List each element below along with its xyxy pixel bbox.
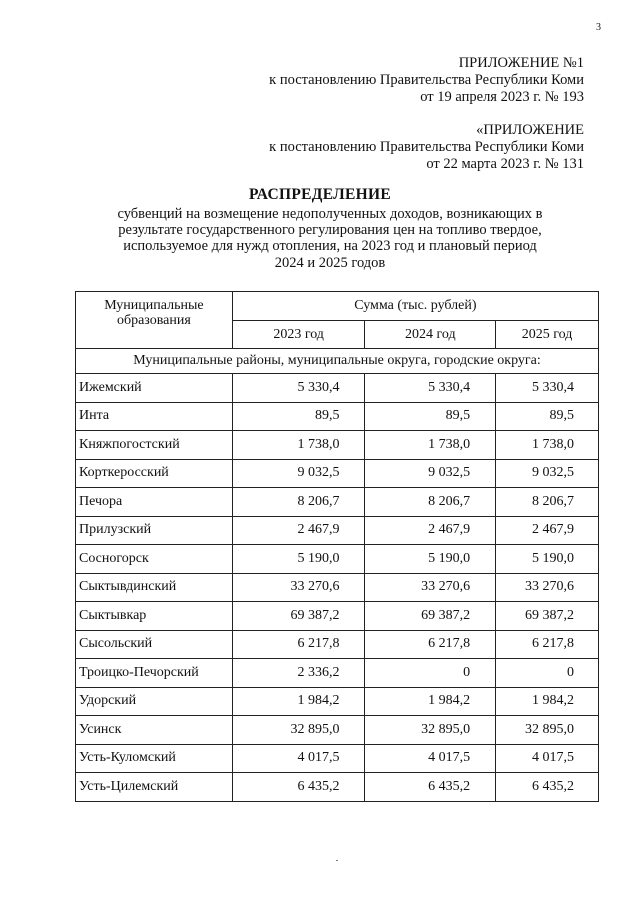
distribution-table	[75, 291, 599, 802]
municipality-name: Сыктывдинский	[76, 573, 233, 602]
value-2023: 6 217,8	[232, 630, 365, 659]
value-2023: 1 984,2	[232, 687, 365, 716]
value-2024: 9 032,5	[365, 459, 496, 488]
value-2025: 5 190,0	[496, 545, 599, 574]
value-2023: 5 190,0	[232, 545, 365, 574]
subtitle-line: используемое для нужд отопления, на 2023 год и плановый период	[123, 238, 537, 255]
value-2025: 89,5	[496, 402, 599, 431]
appendix-1-header	[269, 55, 584, 106]
table-row	[76, 374, 599, 403]
municipality-name: Княжпогостский	[76, 431, 233, 460]
municipality-name: Ижемский	[76, 374, 233, 403]
subtitle-line: субвенций на возмещение недополученных доходов, возникающих в	[117, 206, 543, 222]
value-2024: 5 330,4	[365, 374, 496, 403]
table-row	[76, 431, 599, 460]
value-2024: 4 017,5	[365, 744, 496, 773]
municipality-name: Сыктывкар	[76, 602, 233, 631]
table-row	[76, 716, 599, 745]
municipality-name: Сосногорск	[76, 545, 233, 574]
appendix-2-date: от 22 марта 2023 г. № 131	[426, 156, 584, 172]
appendix-2-header	[269, 122, 584, 173]
value-2024: 69 387,2	[365, 602, 496, 631]
municipality-name: Удорский	[76, 687, 233, 716]
scan-mark	[336, 860, 338, 861]
value-2024: 8 206,7	[365, 488, 496, 517]
subtitle-line: результате государственного регулирования цен на топливо твердое,	[118, 222, 542, 239]
municipality-name: Инта	[76, 402, 233, 431]
value-2023: 89,5	[232, 402, 365, 431]
header-year-2025: 2025 год	[496, 321, 599, 349]
value-2023: 6 435,2	[232, 773, 365, 802]
table-row	[76, 630, 599, 659]
value-2025: 69 387,2	[496, 602, 599, 631]
value-2023: 9 032,5	[232, 459, 365, 488]
appendix-2-title: «ПРИЛОЖЕНИЕ	[476, 122, 584, 138]
appendix-1-decree: к постановлению Правительства Республики Коми	[269, 72, 584, 88]
municipality-name: Усинск	[76, 716, 233, 745]
page-number: 3	[596, 22, 601, 33]
header-year-2024: 2024 год	[365, 321, 496, 349]
value-2024: 6 217,8	[365, 630, 496, 659]
value-2025: 9 032,5	[496, 459, 599, 488]
value-2024: 5 190,0	[365, 545, 496, 574]
document-title: РАСПРЕДЕЛЕНИЕ	[249, 186, 391, 203]
value-2024: 32 895,0	[365, 716, 496, 745]
value-2025: 4 017,5	[496, 744, 599, 773]
header-sum: Сумма (тыс. рублей)	[232, 292, 598, 321]
table-row	[76, 659, 599, 688]
value-2023: 2 336,2	[232, 659, 365, 688]
value-2025: 1 984,2	[496, 687, 599, 716]
value-2023: 33 270,6	[232, 573, 365, 602]
value-2023: 2 467,9	[232, 516, 365, 545]
value-2025: 6 217,8	[496, 630, 599, 659]
value-2025: 8 206,7	[496, 488, 599, 517]
header-year-2023: 2023 год	[232, 321, 365, 349]
value-2023: 69 387,2	[232, 602, 365, 631]
subtitle-line: 2024 и 2025 годов	[274, 254, 386, 271]
document-subtitle	[70, 206, 590, 271]
value-2025: 2 467,9	[496, 516, 599, 545]
value-2023: 32 895,0	[232, 716, 365, 745]
value-2024: 6 435,2	[365, 773, 496, 802]
group-row: Муниципальные районы, муниципальные округа, городские округа:	[76, 349, 599, 374]
value-2023: 5 330,4	[232, 374, 365, 403]
value-2024: 2 467,9	[365, 516, 496, 545]
table-row	[76, 602, 599, 631]
value-2024: 0	[365, 659, 496, 688]
value-2023: 8 206,7	[232, 488, 365, 517]
table-row	[76, 744, 599, 773]
header-municipalities	[76, 292, 233, 349]
value-2023: 4 017,5	[232, 744, 365, 773]
municipality-name: Усть-Цилемский	[76, 773, 233, 802]
appendix-1-date: от 19 апреля 2023 г. № 193	[420, 89, 584, 105]
table-row	[76, 687, 599, 716]
table-row	[76, 545, 599, 574]
appendix-2-decree: к постановлению Правительства Республики Коми	[269, 139, 584, 155]
municipality-name: Печора	[76, 488, 233, 517]
table-row	[76, 516, 599, 545]
municipality-name: Сысольский	[76, 630, 233, 659]
table-row	[76, 459, 599, 488]
municipality-name: Корткеросский	[76, 459, 233, 488]
value-2024: 1 984,2	[365, 687, 496, 716]
value-2024: 89,5	[365, 402, 496, 431]
municipality-name: Усть-Куломский	[76, 744, 233, 773]
value-2025: 32 895,0	[496, 716, 599, 745]
table-row	[76, 573, 599, 602]
municipality-name: Троицко-Печорский	[76, 659, 233, 688]
value-2024: 33 270,6	[365, 573, 496, 602]
table-row	[76, 402, 599, 431]
value-2023: 1 738,0	[232, 431, 365, 460]
value-2025: 1 738,0	[496, 431, 599, 460]
municipality-name: Прилузский	[76, 516, 233, 545]
table-row	[76, 488, 599, 517]
table-row	[76, 773, 599, 802]
value-2025: 33 270,6	[496, 573, 599, 602]
value-2025: 5 330,4	[496, 374, 599, 403]
value-2025: 0	[496, 659, 599, 688]
value-2024: 1 738,0	[365, 431, 496, 460]
header-municipalities-line1: Муниципальные	[104, 298, 204, 313]
header-municipalities-line2: образования	[116, 313, 191, 328]
appendix-1-title: ПРИЛОЖЕНИЕ №1	[458, 55, 584, 71]
value-2025: 6 435,2	[496, 773, 599, 802]
